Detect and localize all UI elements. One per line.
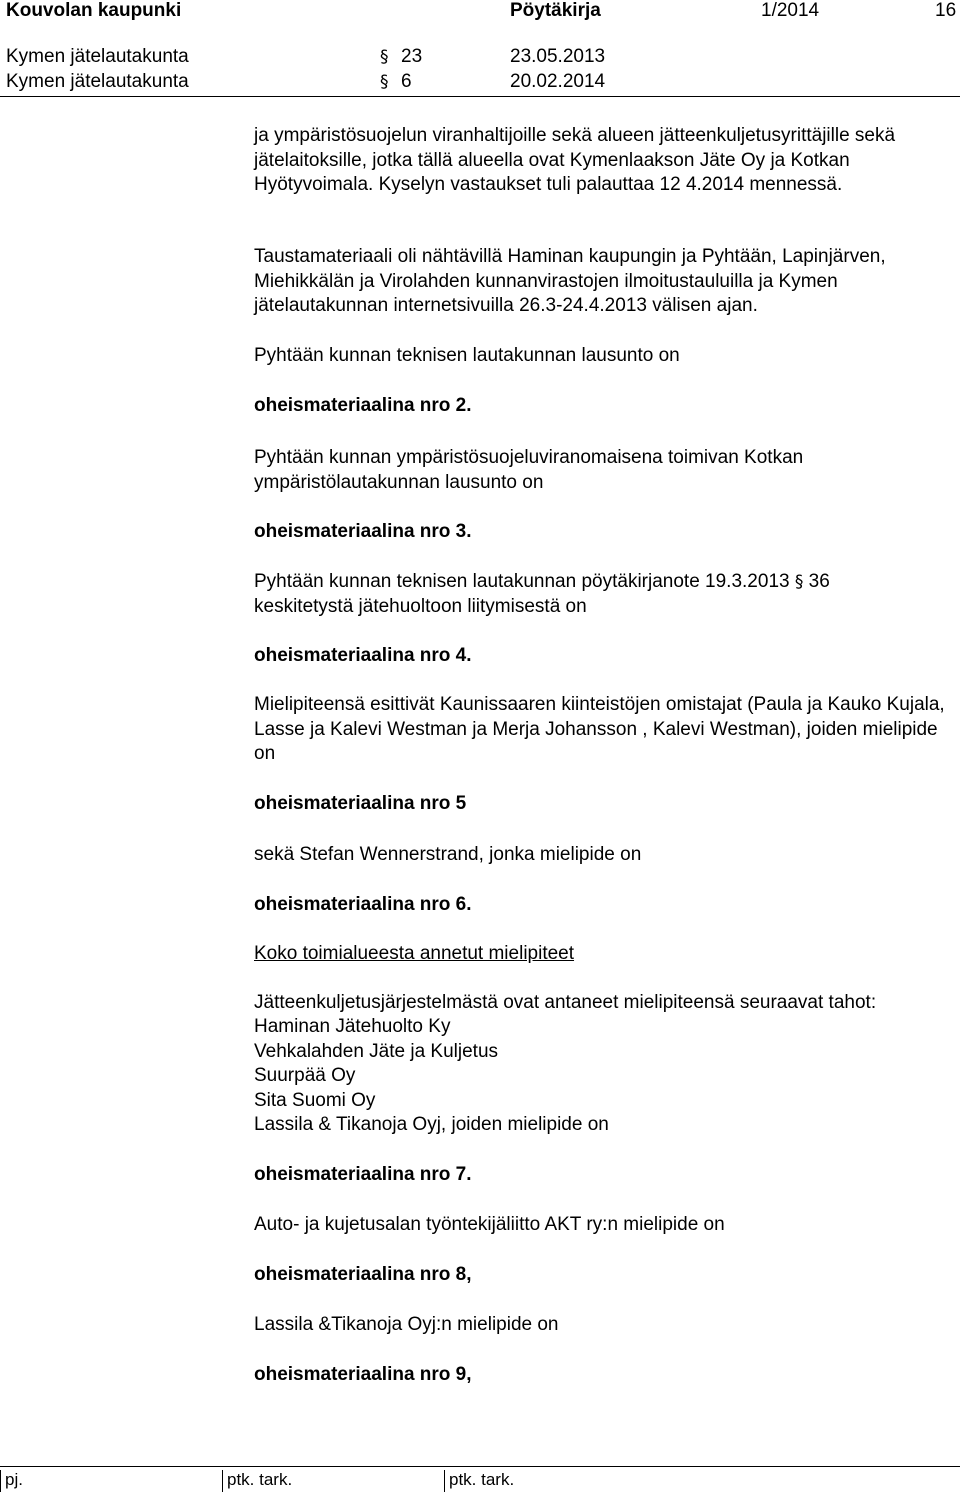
attachment-reference: oheismateriaalina nro 4. — [254, 645, 472, 666]
document-type: Pöytäkirja — [510, 0, 601, 21]
paragraph: Taustamateriaali oli nähtävillä Haminan kaupungin ja Pyhtään, Lapinjärven, Miehikkälän ja Virolahden kunnanvirastojen ilmoitustauluilla ja Kymen jätelautakunnan internetsivuilla 26.3-24.4.2013 välisen ajan. — [254, 246, 886, 316]
paragraph: Pyhtään kunnan teknisen lautakunnan lausunto on — [254, 345, 680, 366]
attachment-reference: oheismateriaalina nro 6. — [254, 894, 472, 915]
organization-list — [254, 1015, 954, 1138]
footer-divider — [0, 1466, 960, 1467]
paragraph: Lassila &Tikanoja Oyj:n mielipide on — [254, 1314, 559, 1335]
footer-tick — [444, 1470, 445, 1492]
paragraph-text: keskitetystä jätehuoltoon liitymisestä on — [254, 595, 587, 617]
list-intro: Jätteenkuljetusjärjestelmästä ovat antaneet mielipiteensä seuraavat tahot: — [254, 992, 877, 1013]
paragraph — [254, 570, 954, 619]
section-mark: § — [794, 572, 804, 592]
list-item: Suurpää Oy — [254, 1065, 356, 1086]
paragraph: Pyhtään kunnan ympäristösuojeluviranomaisena toimivan Kotkan ympäristölautakunnan lausunto on — [254, 447, 804, 493]
section-heading: Koko toimialueesta annetut mielipiteet — [254, 943, 575, 964]
section-mark: § — [380, 47, 389, 67]
committee-name: Kymen jätelautakunta — [6, 71, 189, 92]
footer-checker-initials: ptk. tark. — [449, 1470, 515, 1489]
committee-name: Kymen jätelautakunta — [6, 46, 189, 67]
footer-checker-initials: ptk. tark. — [227, 1470, 293, 1489]
paragraph-text: 36 — [808, 571, 830, 592]
section-number: 6 — [401, 71, 412, 92]
list-item: Sita Suomi Oy — [254, 1089, 376, 1111]
issue-number: 1/2014 — [761, 0, 820, 21]
list-item: Lassila & Tikanoja Oyj, joiden mielipide on — [254, 1114, 609, 1135]
section-date: 20.02.2014 — [510, 71, 606, 92]
paragraph: ja ympäristösuojelun viranhaltijoille sekä alueen jätteenkuljetusyrittäjille sekä jätelaitoksille, jotka tällä alueella ovat Kymenlaakson Jäte Oy ja Kotkan Hyötyvoimala. Kyselyn vastaukset tuli palauttaa 12 4.2014 mennessä. — [254, 125, 896, 195]
section-date: 23.05.2013 — [510, 46, 606, 67]
attachment-reference: oheismateriaalina nro 3. — [254, 521, 472, 542]
section-number: 23 — [401, 46, 423, 67]
list-item: Haminan Jätehuolto Ky — [254, 1016, 451, 1037]
paragraph: sekä Stefan Wennerstrand, jonka mielipide on — [254, 844, 642, 865]
attachment-reference: oheismateriaalina nro 2. — [254, 395, 472, 416]
paragraph: Mielipiteensä esittivät Kaunissaaren kiinteistöjen omistajat (Paula ja Kauko Kujala, Lasse ja Kalevi Westman ja Merja Johansson , Kalevi Westman), joiden mielipide on — [254, 694, 945, 764]
section-mark: § — [380, 72, 389, 92]
attachment-reference: oheismateriaalina nro 9, — [254, 1364, 472, 1385]
header-divider — [0, 96, 960, 97]
footer-tick — [222, 1470, 223, 1492]
attachment-reference: oheismateriaalina nro 7. — [254, 1164, 472, 1185]
footer-tick — [0, 1470, 1, 1492]
footer-chair-initials: pj. — [5, 1470, 23, 1489]
paragraph: Auto- ja kujetusalan työntekijäliitto AKT ry:n mielipide on — [254, 1214, 725, 1235]
attachment-reference: oheismateriaalina nro 8, — [254, 1264, 472, 1285]
page-number: 16 — [935, 0, 957, 21]
attachment-reference: oheismateriaalina nro 5 — [254, 793, 467, 814]
organization-name: Kouvolan kaupunki — [6, 0, 182, 21]
list-item: Vehkalahden Jäte ja Kuljetus — [254, 1040, 499, 1062]
paragraph-text: Pyhtään kunnan teknisen lautakunnan pöytäkirjanote 19.3.2013 — [254, 571, 790, 592]
